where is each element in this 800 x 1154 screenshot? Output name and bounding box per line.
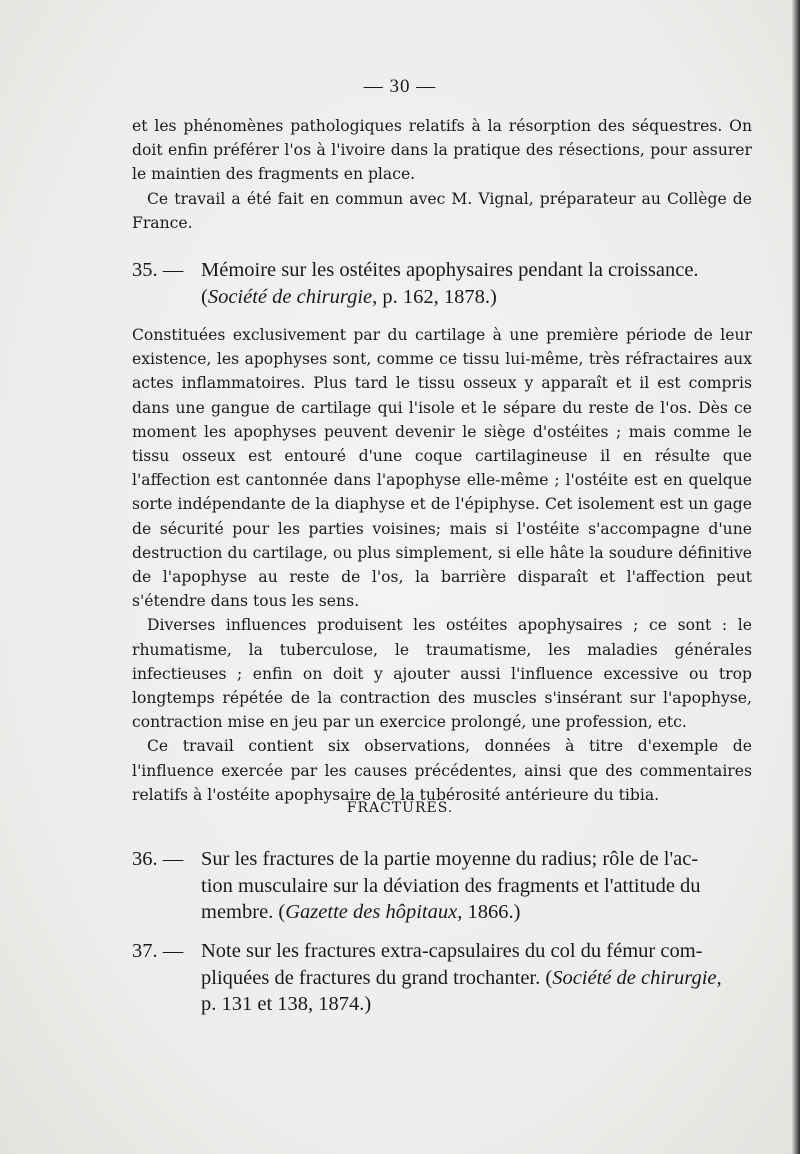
entry-37-line-1: Note sur les fractures extra-capsulaires du col du fémur com- (201, 940, 703, 962)
entry-36: 36. — Sur les fractures de la partie moyenne du radius; rôle de l'ac- tion musculaire sur la déviation des fragments et l'attitude du membre. (Gazette des hôpitaux, 1866.) (132, 846, 752, 926)
entry-35-paragraph-1: Constituées exclusivement par du cartilage à une première période de leur existence, les apophyses sont, comme ce tissu lui-même, très réfractaires aux actes inflammatoires. Plus tard le tissu osseux y apparaît et il est compris dans une gangue de cartilage qui l'isole et le sépare du reste de l'os. Dès ce moment les apophyses peuvent devenir le siège d'ostéites ; mais comme le tissu osseux est entouré d'une coque cartilagineuse il en résulte que l'affection est cantonnée dans l'apophyse elle-même ; l'ostéite est en quelque sorte indépendante de la diaphyse et de l'épiphyse. Cet isolement est un gage de sécurité pour les parties voisines; mais si l'ostéite s'accompagne d'une destruction du cartilage, ou plus simplement, si elle hâte la soudure définitive de l'apophyse au reste de l'os, la barrière disparaît et l'affection peut s'étendre dans tous les sens. (132, 326, 752, 611)
entry-37-journal: Société de chirurgie, (552, 966, 722, 989)
entry-35-number: 35. — (132, 259, 184, 281)
entry-35-body (132, 323, 752, 807)
entry-36-number: 36. — (132, 848, 184, 870)
entry-37-line-3: p. 131 et 138, 1874.) (201, 993, 372, 1015)
entry-36-line-2: tion musculaire sur la déviation des fragments et l'attitude du (201, 874, 701, 897)
page-edge-shadow (792, 0, 800, 1154)
intro-paragraph-1: et les phénomènes pathologiques relatifs à la résorption des séquestres. On doit enfin préférer l'os à l'ivoire dans la pratique des résections, pour assurer le maintien des fragments en place. (132, 117, 752, 184)
entry-36-journal: Gazette des hôpitaux (285, 901, 458, 923)
entry-35-paragraph-3: Ce travail contient six observations, données à titre d'exemple de l'influence exercée par les causes précédentes, ainsi que des commentaires relatifs à l'ostéite apophysaire de la tubérosité antérieure du tibia. (132, 737, 752, 804)
intro-paragraph-2: Ce travail a été fait en commun avec M. Vignal, préparateur au Collège de France. (132, 189, 752, 232)
entry-35-heading: 35. — Mémoire sur les ostéites apophysaires pendant la croissance. (Société de chirurgie, p. 162, 1878.) (132, 259, 699, 308)
entry-35-title: Mémoire sur les ostéites apophysaires pendant la croissance. (201, 259, 699, 281)
entry-36-line-1: Sur les fractures de la partie moyenne du radius; rôle de l'ac- (201, 848, 699, 870)
section-heading-fractures: FRACTURES. (346, 800, 454, 816)
page-number: — 30 — (363, 76, 437, 97)
entry-35-paragraph-2: Diverses influences produisent les ostéites apophysaires ; ce sont : le rhumatisme, la tuberculose, le traumatisme, les maladies générales infectieuses ; enfin on doit y ajouter aussi l'influence excessive ou trop longtemps répétée de la contraction des muscles s'insérant sur l'apophyse, contraction mise en jeu par un exercice prolongé, une profession, etc. (132, 616, 752, 732)
entry-35-source: , p. 162, 1878.) (372, 285, 497, 308)
intro-text (132, 114, 752, 235)
entry-37: 37. — Note sur les fractures extra-capsulaires du col du fémur com- pliquées de fractures du grand trochanter. (Société de chirurgie, p. 131 et 138, 1874.) (132, 938, 752, 1018)
entry-35-journal: Société de chirurgie (207, 285, 373, 308)
entry-37-number: 37. — (132, 940, 184, 962)
